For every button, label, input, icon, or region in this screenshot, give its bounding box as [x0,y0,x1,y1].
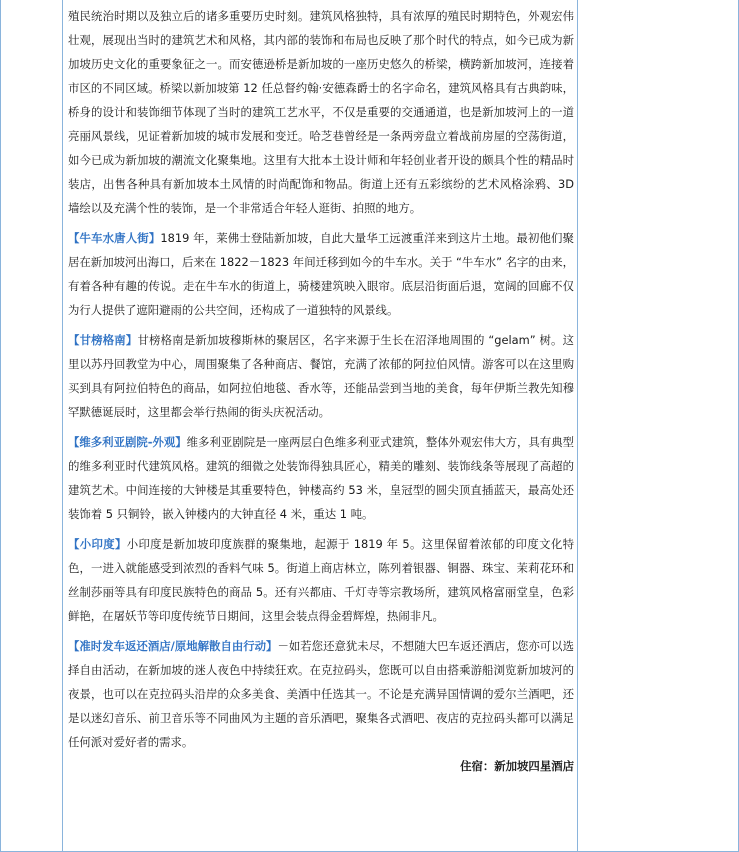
section-body: 1819 年，莱佛士登陆新加坡，自此大量华工远渡重洋来到这片土地。最初他们聚居在新加坡河出海口，后来在 1822－1823 年间迁移到如今的牛车水。关于 “牛车水” 名字的由来，有着各种有趣的传说。走在牛车水的街道上，骑楼建筑映入眼帘。底层沿街面后退，宽阔的回廊不仅为行人提供了遮阳避雨的公共空间，还构成了一道独特的风景线。 [68,231,574,317]
right-column-cell [577,0,739,852]
intro-paragraph: 殖民统治时期以及独立后的诸多重要历史时刻。建筑风格独特，具有浓厚的殖民时期特色，外观宏伟壮观，展现出当时的建筑艺术和风格，其内部的装饰和布局也反映了那个时代的特点，如今已成为新加坡历史文化的重要象征之一。而安德逊桥是新加坡的一座历史悠久的桥梁，横跨新加坡河，连接着市区的不同区域。桥梁以新加坡第 12 任总督约翰·安德森爵士的名字命名，建筑风格具有古典韵味，桥身的设计和装饰细节体现了当时的建筑工艺水平，不仅是重要的交通通道，也是新加坡河上的一道亮丽风景线，见证着新加坡的城市发展和变迁。哈芝巷曾经是一条两旁盘立着战前房屋的空荡街道，如今已成为新加坡的潮流文化聚集地。这里有大批本土设计师和年轻创业者开设的颇具个性的精品时装店，出售各种具有新加坡本土风情的时尚配饰和物品。街道上还有五彩缤纷的艺术风格涂鸦、3D 墙绘以及充满个性的装饰，是一个非常适合年轻人逛街、拍照的地方。 [68,9,574,215]
section-title: 【牛车水唐人街】 [68,231,161,245]
section-title: 【维多利亚剧院-外观】 [68,435,187,449]
section-body: 小印度是新加坡印度族群的聚集地，起源于 1819 年 5。这里保留着浓郁的印度文化特色，一进入就能感受到浓烈的香料气味 5。街道上商店林立，陈列着银器、铜器、珠宝、茉莉花环和丝制莎丽等具有印度民族特色的商品 5。还有兴都庙、千灯寺等宗教场所，建筑风格富丽堂皇，色彩鲜艳，在屠妖节等印度传统节日期间，这里会装点得金碧辉煌，热闹非凡。 [68,537,574,623]
accommodation-label: 住宿：新加坡四星酒店 [460,759,574,773]
section-chinatown [68,226,574,322]
section-little-india [68,532,574,628]
section-kampong-glam [68,328,574,424]
section-free-activity [68,634,574,754]
section-body: 甘榜格南是新加坡穆斯林的聚居区，名字来源于生长在沼泽地周围的 “gelam” 树。这里以苏丹回教堂为中心，周围聚集了各种商店、餐馆，充满了浓郁的阿拉伯风情。游客可以在这里购买到具有阿拉伯特色的商品，如阿拉伯地毯、香水等，还能品尝到当地的美食，每年伊斯兰教先知穆罕默德诞辰时，这里都会举行热闹的街头庆祝活动。 [68,333,574,419]
section-body: －如若您还意犹未尽，不想随大巴车返还酒店，您亦可以选择自由活动，在新加坡的迷人夜色中持续狂欢。在克拉码头，您既可以自由搭乘游船浏览新加坡河的夜景，也可以在克拉码头沿岸的众多美食、美酒中任选其一。不论是充满异国情调的爱尔兰酒吧，还是以迷幻音乐、前卫音乐等不同曲风为主题的音乐酒吧，聚集各式酒吧、夜店的克拉码头都可以满足任何派对爱好者的需求。 [68,639,574,749]
section-body: 维多利亚剧院是一座两层白色维多利亚式建筑，整体外观宏伟大方，具有典型的维多利亚时代建筑风格。建筑的细微之处装饰得独具匠心，精美的雕刻、装饰线条等展现了高超的建筑艺术。中间连接的大钟楼是其重要特色，钟楼高约 53 米，皇冠型的圆尖顶直插蓝天，最高处还装饰着 5 只铜铃，嵌入钟楼内的大钟直径 4 米，重达 1 吨。 [68,435,574,521]
section-title: 【准时发车返还酒店/原地解散自由行动】 [68,639,278,653]
left-column-cell [1,0,63,852]
itinerary-content [68,4,574,778]
section-title: 【甘榜格南】 [68,333,138,347]
section-victoria-theatre [68,430,574,526]
section-title: 【小印度】 [68,537,127,551]
